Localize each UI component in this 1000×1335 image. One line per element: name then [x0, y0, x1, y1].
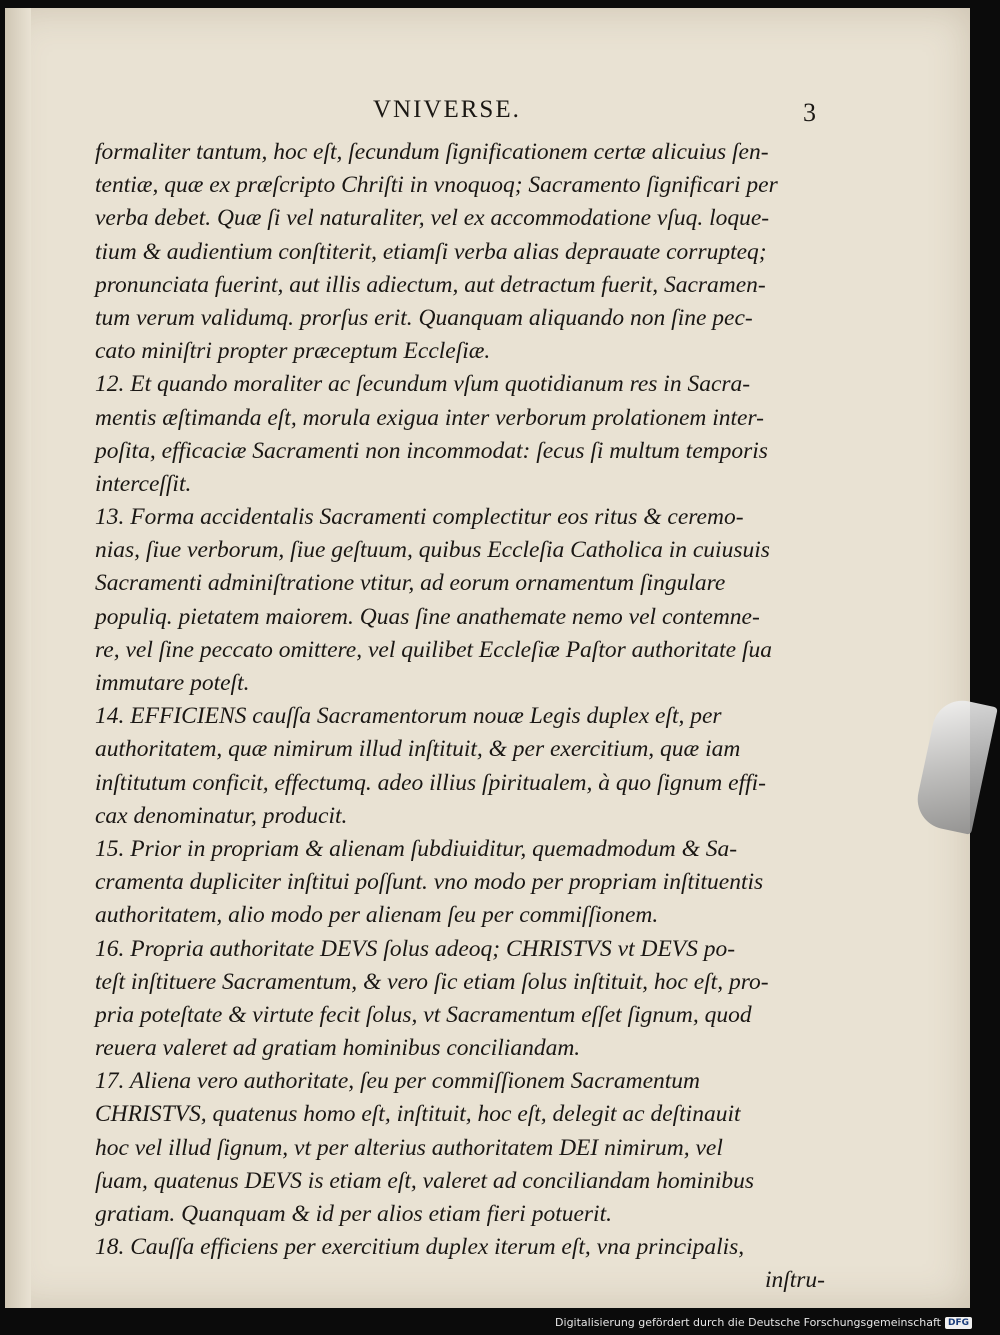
text-line: tum verum validumq. prorſus erit. Quanquam aliquando non ſine pec- [95, 304, 753, 331]
text-line: CHRISTVS, quatenus homo eſt, inſtituit, hoc eſt, delegit ac deſtinauit [95, 1101, 741, 1128]
text-line: hoc vel illud ſignum, vt per alterius authoritatem DEI nimirum, vel [95, 1134, 723, 1161]
text-line: interceſſit. [95, 470, 192, 497]
text-line: 14. EFFICIENS cauſſa Sacramentorum nouæ Legis duplex eſt, per [95, 703, 722, 730]
text-line: 17. Aliena vero authoritate, ſeu per commiſſionem Sacramentum [95, 1068, 701, 1095]
text-line: 13. Forma accidentalis Sacramenti complectitur eos ritus & ceremo- [95, 504, 744, 531]
text-line: mentis æſtimanda eſt, morula exigua inter verborum prolationem inter- [95, 404, 764, 431]
text-line: cax denominatur, producit. [95, 802, 348, 829]
text-line: authoritatem, quæ nimirum illud inſtituit, & per exercitium, quæ iam [95, 736, 741, 763]
running-title: VNIVERSE. [373, 96, 521, 123]
text-line: cato miniſtri propter præceptum Eccleſiæ. [95, 338, 491, 365]
text-line: authoritatem, alio modo per alienam ſeu per commiſſionem. [95, 902, 659, 929]
text-line: 15. Prior in propriam & alienam ſubdiuiditur, quemadmodum & Sa- [95, 835, 738, 862]
text-line: pronunciata fuerint, aut illis adiectum, aut detractum fuerit, Sacramen- [95, 271, 766, 298]
digitization-credit [555, 1316, 972, 1329]
text-line: re, vel ſine peccato omittere, vel quilibet Eccleſiæ Paſtor authoritate ſua [95, 636, 772, 663]
credit-text: Digitalisierung gefördert durch die Deutsche Forschungsgemeinschaft [555, 1316, 941, 1329]
text-line: formaliter tantum, hoc eſt, ſecundum ſignificationem certæ alicuius ſen- [95, 139, 769, 165]
text-line: inſtitutum conficit, effectumq. adeo illius ſpiritualem, à quo ſignum effi- [95, 769, 766, 796]
text-line: 18. Cauſſa efficiens per exercitium duplex iterum eſt, vna principalis, [95, 1234, 745, 1261]
text-line: cramenta dupliciter inſtitui poſſunt. vno modo per propriam inſtituentis [95, 869, 764, 896]
text-line: 12. Et quando moraliter ac ſecundum vſum quotidianum res in Sacra- [95, 371, 751, 398]
text-line: 16. Propria authoritate DEVS ſolus adeoq; CHRISTVS vt DEVS po- [95, 935, 736, 962]
book-page [5, 8, 970, 1308]
text-line: nias, ſiue verborum, ſiue geſtuum, quibus Eccleſia Catholica in cuiusuis [95, 537, 770, 564]
page-number: 3 [803, 98, 816, 127]
text-line: verba debet. Quæ ſi vel naturaliter, vel ex accommodatione vſuq. loque- [95, 205, 770, 232]
text-line: tentiæ, quæ ex præſcripto Chriſti in vnoquoq; Sacramento ſignificari per [95, 172, 778, 199]
text-line: tium & audientium conſtiterit, etiamſi verba alias deprauate corrupteq; [95, 238, 767, 265]
text-line: pria poteſtate & virtute fecit ſolus, vt Sacramentum eſſet ſignum, quod [95, 1001, 752, 1028]
text-line: populiq. pietatem maiorem. Quas ſine anathemate nemo vel contemne- [95, 603, 760, 630]
text-line: reuera valeret ad gratiam hominibus conciliandam. [95, 1035, 581, 1062]
text-line: gratiam. Quanquam & id per alios etiam fieri potuerit. [95, 1201, 612, 1227]
text-line: teſt inſtituere Sacramentum, & vero ſic etiam ſolus inſtituit, hoc eſt, pro- [95, 968, 769, 995]
body-text [95, 136, 825, 1298]
text-line: inſtru- [764, 1267, 825, 1294]
text-line: immutare poteſt. [95, 670, 250, 696]
text-line: poſita, efficaciæ Sacramenti non incommodat: ſecus ſi multum temporis [95, 437, 768, 464]
text-line: Sacramenti adminiſtratione vtitur, ad eorum ornamentum ſingulare [95, 570, 726, 597]
text-line: ſuam, quatenus DEVS is etiam eſt, valeret ad conciliandam hominibus [95, 1167, 754, 1194]
dfg-logo: DFG [945, 1317, 972, 1329]
